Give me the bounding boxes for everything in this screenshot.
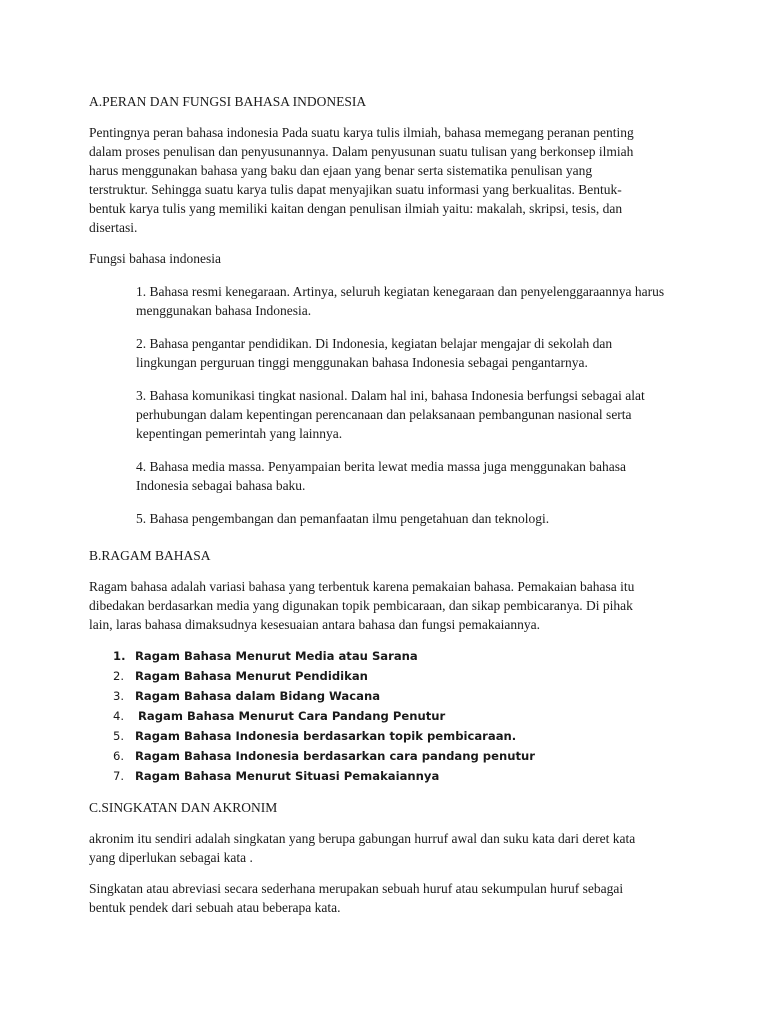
list-text: Ragam Bahasa Indonesia berdasarkan topik pembicaraan.	[135, 728, 517, 743]
list-number: 7.	[113, 768, 125, 783]
section-b-paragraph: Ragam bahasa adalah variasi bahasa yang terbentuk karena pemakaian bahasa. Pemakaian bahasa itu dibedakan berdasarkan media yang digunakan topik pembicaraan, dan sikap pembicaranya. Di pihak lain, laras bahasa dimaksudnya kesesuaian antara bahasa dan fungsi pemakaiannya.	[89, 579, 635, 632]
list-text: Ragam Bahasa Indonesia berdasarkan cara pandang penutur	[135, 748, 535, 763]
list-item	[89, 706, 689, 726]
list-item	[89, 726, 689, 746]
ragam-list	[89, 646, 689, 786]
list-number: 3.	[113, 688, 125, 703]
list-item	[89, 666, 689, 686]
list-number: 1.	[113, 648, 126, 663]
list-item	[89, 646, 689, 666]
list-number: 4.	[113, 708, 125, 723]
section-c-paragraph-2: Singkatan atau abreviasi secara sederhana merupakan sebuah huruf atau sekumpulan huruf sebagai bentuk pendek dari sebuah atau beberapa kata.	[89, 881, 624, 915]
section-b-heading: B.RAGAM BAHASA	[89, 548, 211, 563]
list-number: 2.	[113, 668, 125, 683]
list-item	[89, 766, 689, 786]
list-item	[89, 746, 689, 766]
section-c-heading: C.SINGKATAN DAN AKRONIM	[89, 800, 278, 815]
fungsi-item: 5. Bahasa pengembangan dan pemanfaatan ilmu pengetahuan dan teknologi.	[136, 511, 550, 526]
list-text: Ragam Bahasa Menurut Situasi Pemakaiannya	[135, 768, 440, 783]
list-number: 6.	[113, 748, 125, 763]
document-page	[89, 92, 689, 929]
fungsi-label: Fungsi bahasa indonesia	[89, 251, 221, 266]
list-number: 5.	[113, 728, 125, 743]
fungsi-item: 1. Bahasa resmi kenegaraan. Artinya, seluruh kegiatan kenegaraan dan penyelenggaraannya harus menggunakan bahasa Indonesia.	[136, 284, 665, 318]
section-c-paragraph-1: akronim itu sendiri adalah singkatan yang berupa gabungan hurruf awal dan suku kata dari deret kata yang diperlukan sebagai kata .	[89, 831, 636, 865]
list-text: Ragam Bahasa dalam Bidang Wacana	[135, 688, 381, 703]
list-text: Ragam Bahasa Menurut Media atau Sarana	[135, 648, 418, 663]
section-a-paragraph: Pentingnya peran bahasa indonesia Pada suatu karya tulis ilmiah, bahasa memegang peranan penting dalam proses penulisan dan penyusunannya. Dalam penyusunan suatu tulisan yang berkonsep ilmiah harus menggunakan bahasa yang baku dan ejaan yang benar serta sistematika penulisan yang terstruktur. Sehingga suatu karya tulis dapat menyajikan suatu informasi yang berkualitas. Bentuk-bentuk karya tulis yang memiliki kaitan dengan penulisan ilmiah yaitu: makalah, skripsi, tesis, dan disertasi.	[89, 125, 634, 235]
fungsi-item: 2. Bahasa pengantar pendidikan. Di Indonesia, kegiatan belajar mengajar di sekolah dan lingkungan perguruan tinggi menggunakan bahasa Indonesia sebagai pengantarnya.	[136, 336, 613, 370]
fungsi-item: 3. Bahasa komunikasi tingkat nasional. Dalam hal ini, bahasa Indonesia berfungsi sebagai alat perhubungan dalam kepentingan perencanaan dan pelaksanaan pembangunan nasional serta kepentingan pemerintah yang lainnya.	[136, 388, 645, 441]
list-text: Ragam Bahasa Menurut Pendidikan	[135, 668, 368, 683]
fungsi-item: 4. Bahasa media massa. Penyampaian berita lewat media massa juga menggunakan bahasa Indonesia sebagai bahasa baku.	[136, 459, 626, 493]
list-item	[89, 686, 689, 706]
section-a-heading: A.PERAN DAN FUNGSI BAHASA INDONESIA	[89, 94, 367, 109]
fungsi-list	[136, 282, 676, 528]
list-text: Ragam Bahasa Menurut Cara Pandang Penutur	[138, 708, 446, 723]
